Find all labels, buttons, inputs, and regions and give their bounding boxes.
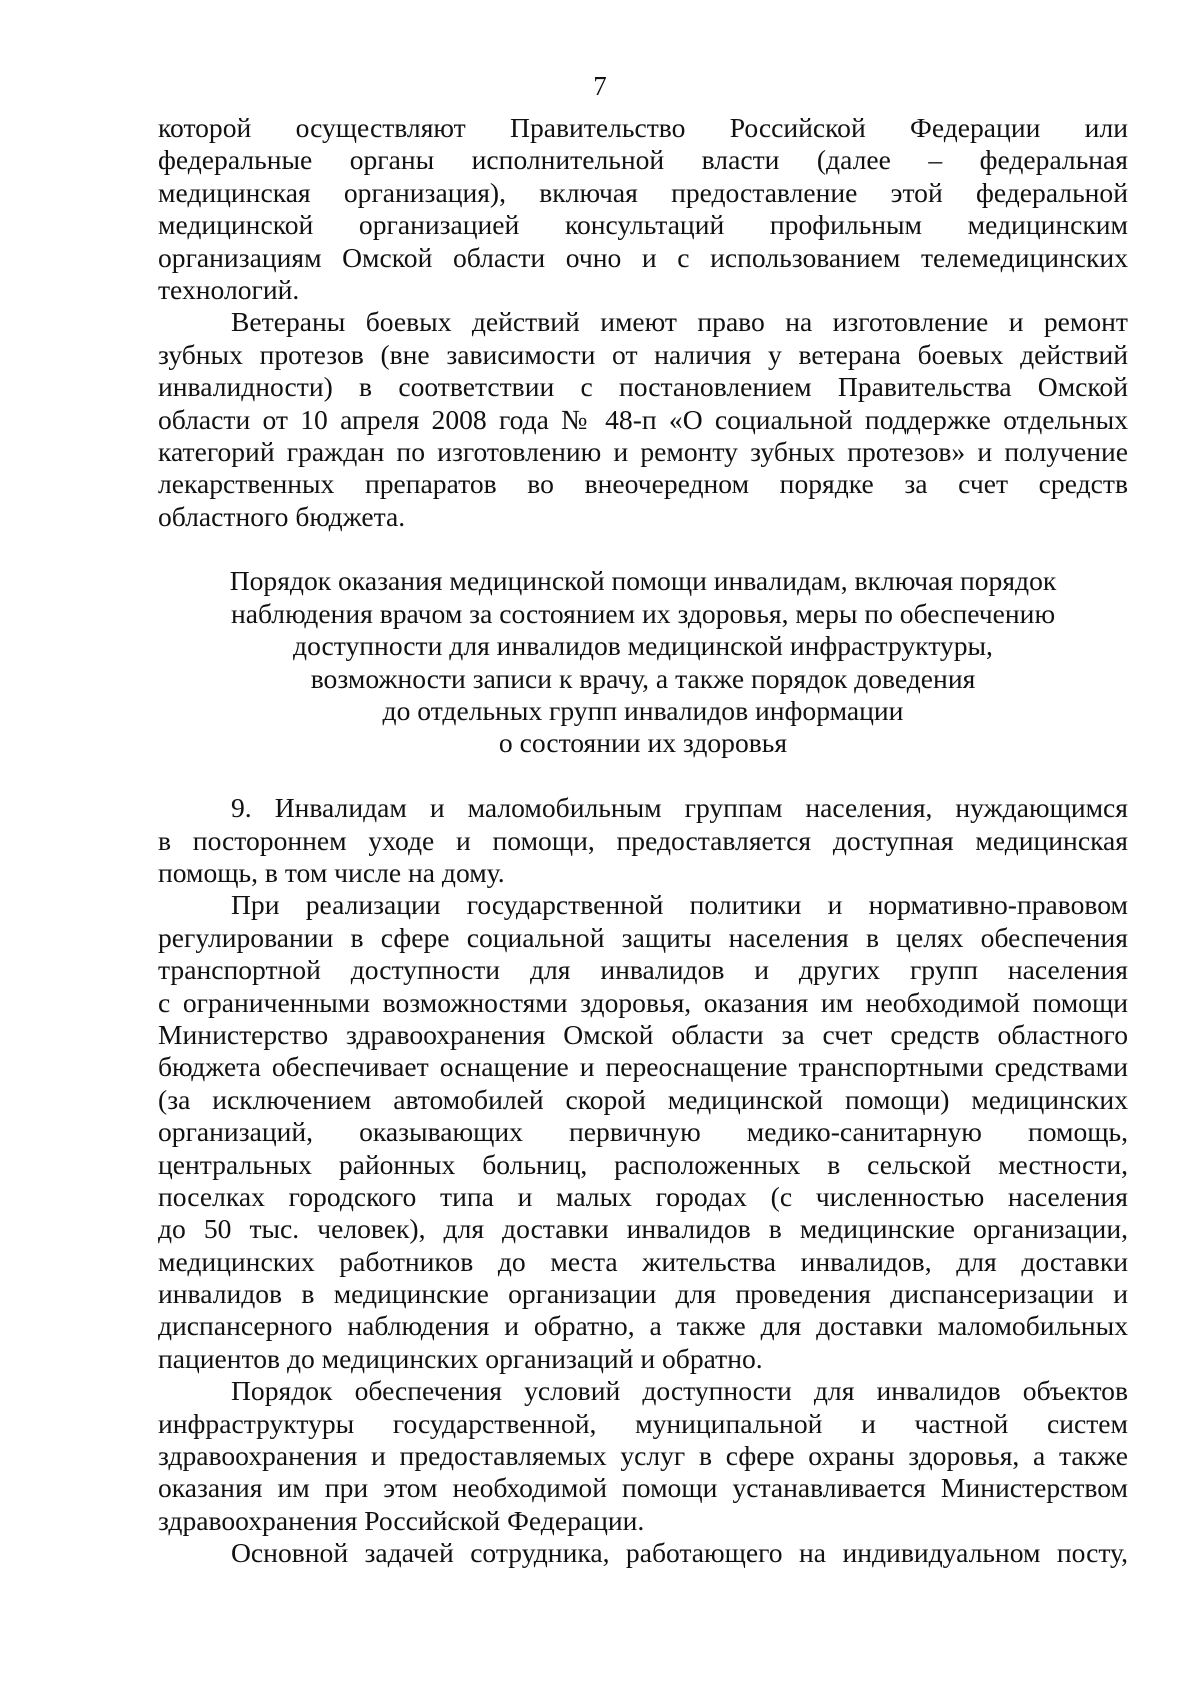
heading-line: до отдельных групп инвалидов информации <box>382 695 904 727</box>
text-line: в постороннем уходе и помощи, предоставляется доступная медицинская <box>158 824 1128 856</box>
text-line: областного бюджета. <box>158 500 406 532</box>
text-line: федеральные органы исполнительной власти (далее – федеральная <box>158 144 1128 176</box>
text-line: здравоохранения Российской Федерации. <box>158 1504 645 1536</box>
text-line: медицинских работников до места жительства инвалидов, для доставки <box>158 1245 1128 1277</box>
text-line: (за исключением автомобилей скорой медицинской помощи) медицинских <box>158 1083 1128 1115</box>
text-line: до 50 тыс. человек), для доставки инвалидов в медицинские организации, <box>158 1213 1128 1245</box>
text-line: инфраструктуры государственной, муниципальной и частной систем <box>158 1407 1128 1439</box>
page-number: 7 <box>593 71 607 101</box>
text-line: инвалидов в медицинские организации для проведения диспансеризации и <box>158 1278 1128 1310</box>
text-line: категорий граждан по изготовлению и ремонту зубных протезов» и получение <box>158 435 1128 467</box>
text-line: технологий. <box>158 273 300 305</box>
text-line: оказания им при этом необходимой помощи устанавливается Министерством <box>158 1472 1128 1504</box>
text-line: инвалидности) в соответствии с постановлением Правительства Омской <box>158 371 1128 403</box>
text-line: 9. Инвалидам и маломобильным группам населения, нуждающимся <box>231 792 1128 824</box>
text-line: Порядок обеспечения условий доступности для инвалидов объектов <box>231 1375 1128 1407</box>
text-line: области от 10 апреля 2008 года № 48-п «О социальной поддержке отдельных <box>158 403 1128 435</box>
text-line: Министерство здравоохранения Омской области за счет средств областного <box>158 1018 1128 1050</box>
text-line: Основной задачей сотрудника, работающего на индивидуальном посту, <box>231 1537 1128 1569</box>
text-line: бюджета обеспечивает оснащение и переоснащение транспортными средствами <box>158 1051 1128 1083</box>
text-line: поселках городского типа и малых городах (с численностью населения <box>158 1180 1128 1212</box>
text-line: медицинская организация), включая предоставление этой федеральной <box>158 176 1128 208</box>
text-line: центральных районных больниц, расположенных в сельской местности, <box>158 1148 1128 1180</box>
paragraph-gap <box>158 533 1128 565</box>
text-line: диспансерного наблюдения и обратно, а также для доставки маломобильных <box>158 1310 1128 1342</box>
document-body <box>158 112 1128 1570</box>
text-line: медицинской организацией консультаций профильным медицинским <box>158 209 1128 241</box>
text-line: пациентов до медицинских организаций и обратно. <box>158 1342 763 1374</box>
text-line: регулировании в сфере социальной защиты населения в целях обеспечения <box>158 921 1128 953</box>
text-line: зубных протезов (вне зависимости от наличия у ветерана боевых действий <box>158 338 1128 370</box>
text-line: здравоохранения и предоставляемых услуг в сфере охраны здоровья, а также <box>158 1440 1128 1472</box>
heading-line: Порядок оказания медицинской помощи инвалидам, включая порядок <box>229 565 1057 597</box>
text-line: транспортной доступности для инвалидов и других групп населения <box>158 954 1128 986</box>
text-line: организаций, оказывающих первичную медико-санитарную помощь, <box>158 1116 1128 1148</box>
text-line: При реализации государственной политики и нормативно-правовом <box>231 889 1128 921</box>
heading-line: доступности для инвалидов медицинской инфраструктуры, <box>293 630 993 662</box>
heading-line: о состоянии их здоровья <box>498 727 788 759</box>
text-line: помощь, в том числе на дому. <box>158 856 505 888</box>
paragraph-gap <box>158 760 1128 792</box>
text-line: Ветераны боевых действий имеют право на изготовление и ремонт <box>231 306 1128 338</box>
text-line: с ограниченными возможностями здоровья, оказания им необходимой помощи <box>158 986 1128 1018</box>
heading-line: возможности записи к врачу, а также порядок доведения <box>310 662 976 694</box>
text-line: лекарственных препаратов во внеочередном порядке за счет средств <box>158 468 1128 500</box>
text-line: которой осуществляют Правительство Российской Федерации или <box>158 112 1128 143</box>
heading-line: наблюдения врачом за состоянием их здоровья, меры по обеспечению <box>230 597 1056 629</box>
text-line: организациям Омской области очно и с использованием телемедицинских <box>158 241 1128 273</box>
